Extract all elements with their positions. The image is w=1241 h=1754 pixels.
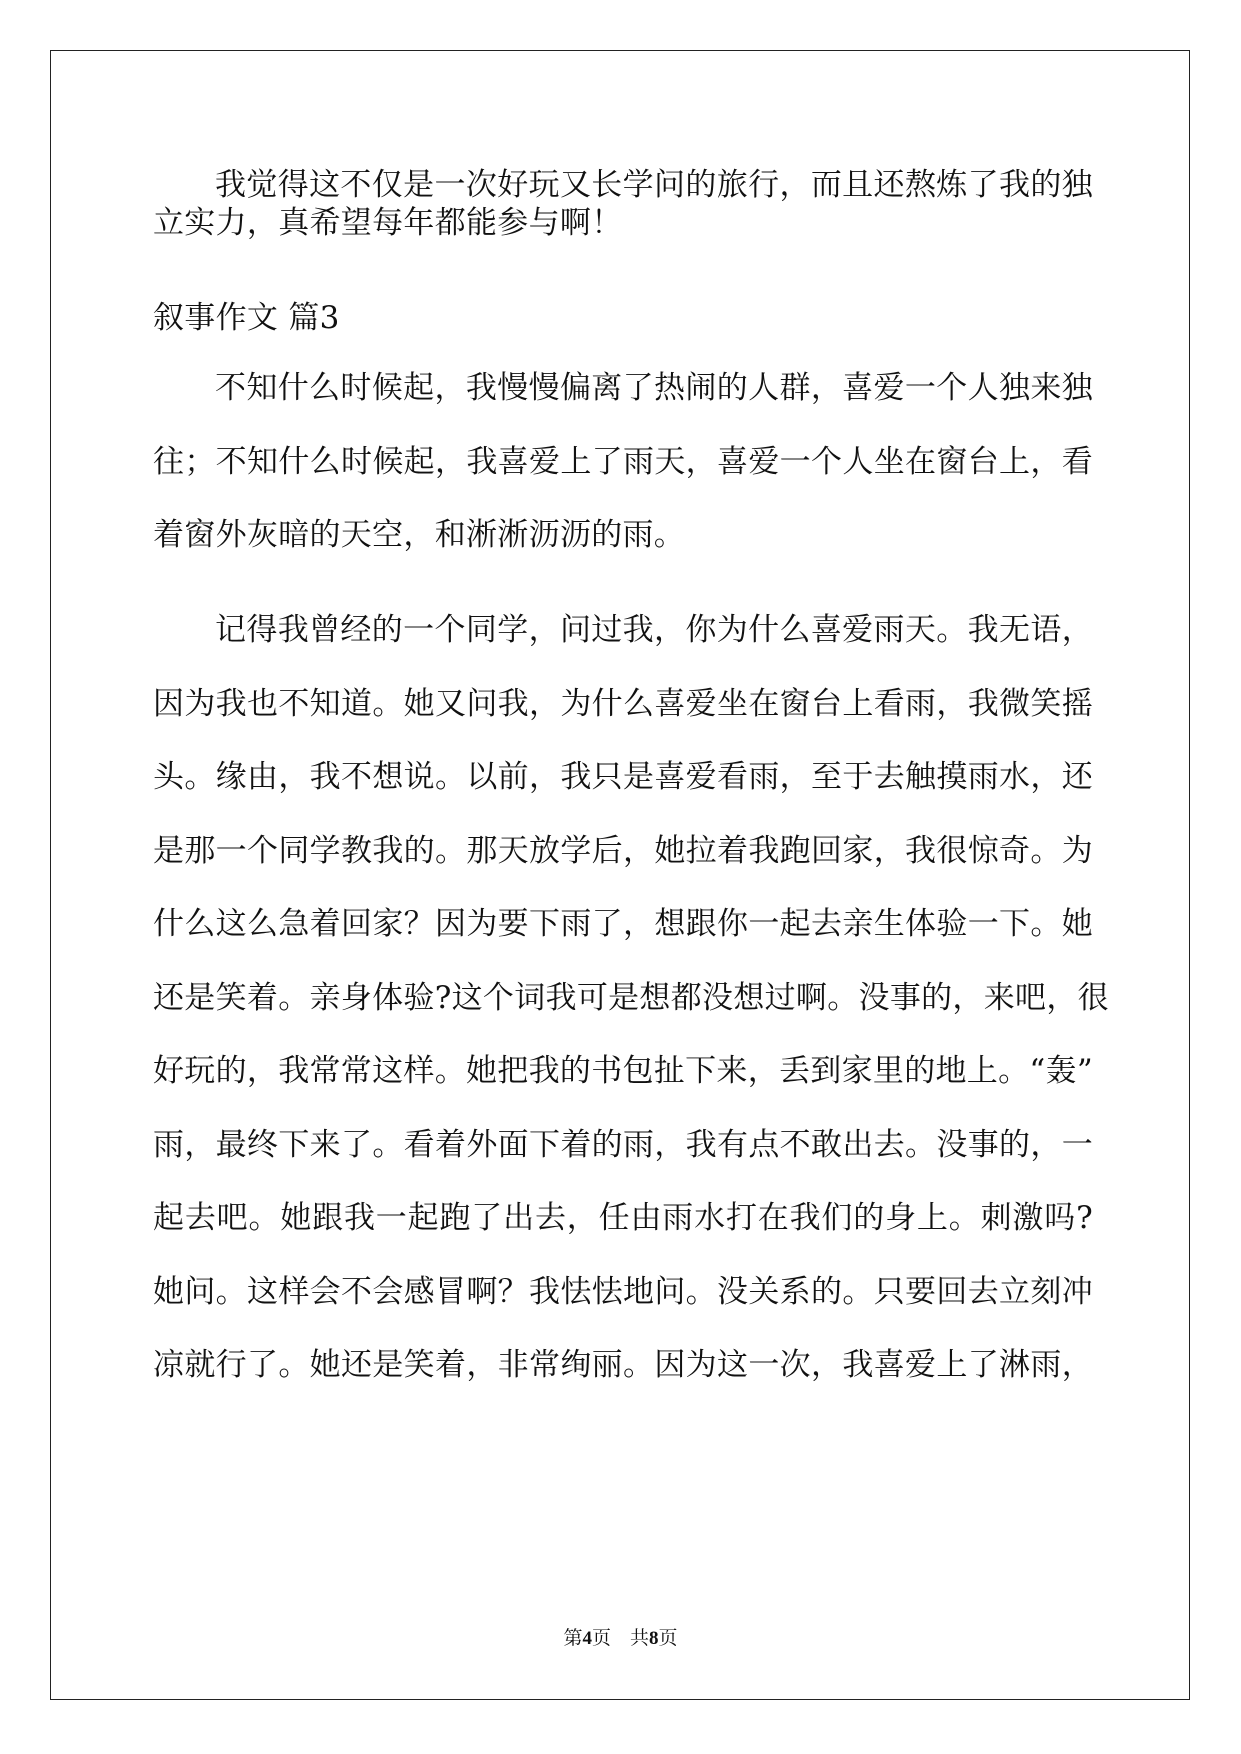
paragraph-line: 我觉得这不仅是一次好玩又长学问的旅行，而且还熬炼了我的独 xyxy=(215,167,1093,203)
paragraph-line: 立实力，真希望每年都能参与啊！ xyxy=(153,205,623,241)
page-suffix: 页 xyxy=(658,1627,678,1649)
page-separator: 页 共 xyxy=(591,1627,649,1649)
section-heading: 叙事作文 篇3 xyxy=(153,300,340,336)
paragraph-line: 雨，最终下来了。看着外面下着的雨，我有点不敢出去。没事的，一 xyxy=(153,1127,1093,1163)
paragraph-line: 是那一个同学教我的。那天放学后，她拉着我跑回家，我很惊奇。为 xyxy=(153,833,1093,869)
paragraph-line: 记得我曾经的一个同学，问过我，你为什么喜爱雨天。我无语， xyxy=(215,612,1093,648)
paragraph-line: 什么这么急着回家？因为要下雨了，想跟你一起去亲生体验一下。她 xyxy=(153,906,1093,942)
paragraph-line: 因为我也不知道。她又问我，为什么喜爱坐在窗台上看雨，我微笑摇 xyxy=(153,686,1093,722)
total-pages-number: 8 xyxy=(649,1628,659,1649)
paragraph-line: 不知什么时候起，我慢慢偏离了热闹的人群，喜爱一个人独来独 xyxy=(215,370,1093,406)
paragraph-line: 好玩的，我常常这样。她把我的书包扯下来，丢到家里的地上。“轰” xyxy=(153,1053,1093,1089)
page-footer xyxy=(0,1626,1241,1651)
page-prefix: 第 xyxy=(563,1627,583,1649)
paragraph-line: 还是笑着。亲身体验?这个词我可是想都没想过啊。没事的，来吧，很 xyxy=(153,980,1109,1016)
paragraph-line: 她问。这样会不会感冒啊？我怯怯地问。没关系的。只要回去立刻冲 xyxy=(153,1274,1093,1310)
paragraph-line: 往；不知什么时候起，我喜爱上了雨天，喜爱一个人坐在窗台上，看 xyxy=(153,444,1093,480)
paragraph-line: 起去吧。她跟我一起跑了出去，任由雨水打在我们的身上。刺激吗? xyxy=(153,1200,1093,1236)
paragraph-line: 凉就行了。她还是笑着，非常绚丽。因为这一次，我喜爱上了淋雨， xyxy=(153,1347,1093,1383)
paragraph-line: 着窗外灰暗的天空，和淅淅沥沥的雨。 xyxy=(153,517,686,553)
current-page-number: 4 xyxy=(582,1628,592,1649)
paragraph-line: 头。缘由，我不想说。以前，我只是喜爱看雨，至于去触摸雨水，还 xyxy=(153,759,1093,795)
